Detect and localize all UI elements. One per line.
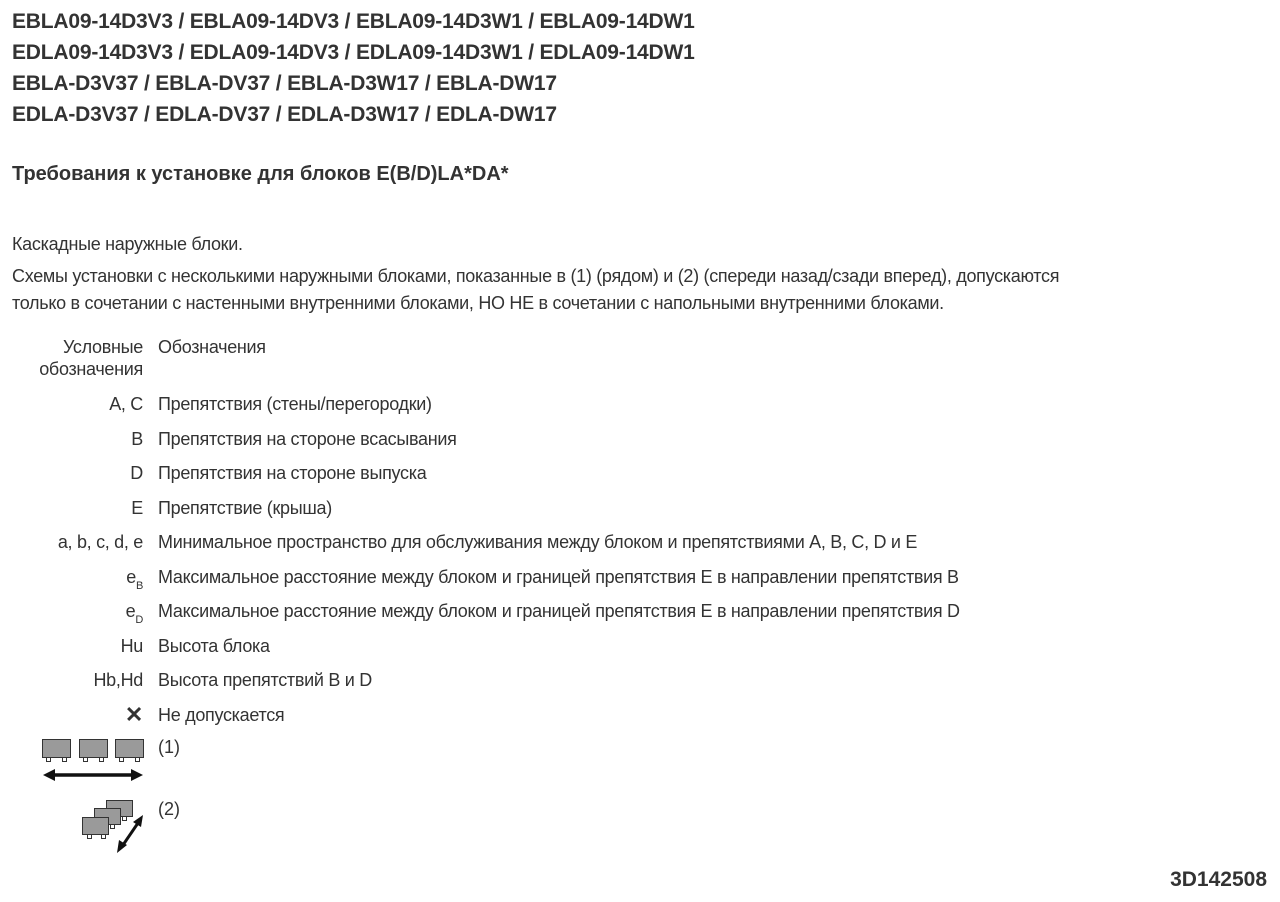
front-to-back-units-icon bbox=[0, 798, 158, 861]
legend-description: Высота блока bbox=[158, 635, 270, 656]
legend-row bbox=[0, 462, 960, 497]
legend-symbol-subscript: B bbox=[135, 579, 143, 592]
intro-text bbox=[12, 231, 1059, 317]
legend-symbol: E bbox=[131, 497, 143, 518]
diagram-label-2: (2) bbox=[158, 799, 180, 819]
legend-symbol: Hb,Hd bbox=[93, 670, 143, 690]
legend-symbol: D bbox=[130, 463, 143, 483]
legend-description: Максимальное расстояние между блоком и границей препятствия E в направлении препятствия B bbox=[158, 566, 959, 587]
legend-description: Минимальное пространство для обслуживания между блоком и препятствиями A, B, C, D и E bbox=[158, 532, 918, 552]
legend-symbol-base: e bbox=[125, 601, 136, 621]
legend-row bbox=[0, 497, 960, 532]
intro-line-3: только в сочетании с настенными внутренними блоками, НО НЕ в сочетании с напольными внутренними блоками. bbox=[12, 293, 944, 313]
legend-description: Максимальное расстояние между блоком и границей препятствия E в направлении препятствия D bbox=[158, 601, 960, 621]
legend-symbol bbox=[0, 600, 158, 631]
model-line-4: EDLA-D3V37 / EDLA-DV37 / EDLA-D3W17 / EDLA-DW17 bbox=[12, 103, 557, 126]
legend-symbol-subscript: D bbox=[135, 614, 143, 626]
legend-header-symbol-line1: Условные bbox=[63, 337, 143, 357]
model-line-3: EBLA-D3V37 / EBLA-DV37 / EBLA-D3W17 / EBLA-DW17 bbox=[12, 72, 557, 95]
not-allowed-x-icon: ✕ bbox=[124, 701, 143, 727]
legend-header-description: Обозначения bbox=[158, 337, 266, 357]
legend-symbol: a, b, c, d, e bbox=[57, 532, 143, 552]
legend-header-symbol-line2: обозначения bbox=[39, 359, 143, 379]
side-by-side-units-icon bbox=[0, 736, 158, 791]
legend-description: Препятствие (крыша) bbox=[158, 497, 332, 518]
legend-row bbox=[0, 669, 960, 704]
intro-line-2: Схемы установки с несколькими наружными блоками, показанные в (1) (рядом) и (2) (спереди назад/сзади вперед), допускаются bbox=[12, 266, 1060, 286]
legend-description: Не допускается bbox=[158, 704, 285, 725]
legend-symbol bbox=[0, 566, 158, 597]
legend-row bbox=[0, 600, 960, 635]
legend-symbol: B bbox=[131, 428, 143, 449]
legend-row bbox=[0, 701, 960, 739]
model-line-2: EDLA09-14D3V3 / EDLA09-14DV3 / EDLA09-14D3W1 / EDLA09-14DW1 bbox=[12, 41, 695, 64]
legend-description: Препятствия на стороне всасывания bbox=[158, 428, 457, 449]
model-line-1: EBLA09-14D3V3 / EBLA09-14DV3 / EBLA09-14D3W1 / EBLA09-14DW1 bbox=[12, 10, 695, 33]
legend-description: Препятствия на стороне выпуска bbox=[158, 463, 427, 483]
legend-diagram-row-1 bbox=[0, 736, 180, 791]
legend-symbol bbox=[0, 701, 158, 727]
section-title: Требования к установке для блоков E(B/D)LA*DA* bbox=[12, 163, 509, 185]
legend-row bbox=[0, 635, 960, 670]
legend-description: Высота препятствий B и D bbox=[158, 670, 372, 690]
model-list bbox=[12, 6, 695, 130]
legend-symbol-base: e bbox=[126, 566, 136, 587]
legend-header bbox=[0, 336, 960, 380]
legend-diagram-row-2 bbox=[0, 798, 180, 861]
document-code: 3D142508 bbox=[1170, 868, 1267, 891]
legend-row bbox=[0, 428, 960, 463]
legend-description: Препятствия (стены/перегородки) bbox=[158, 394, 432, 414]
legend-row bbox=[0, 531, 960, 566]
legend-table bbox=[0, 336, 960, 738]
legend-row bbox=[0, 566, 960, 601]
legend-header-symbol bbox=[0, 336, 158, 380]
legend-symbol: A, C bbox=[109, 394, 143, 414]
legend-symbol: Hu bbox=[120, 635, 143, 656]
diagram-label-1: (1) bbox=[158, 737, 180, 757]
legend-row bbox=[0, 393, 960, 428]
intro-line-1: Каскадные наружные блоки. bbox=[12, 234, 243, 254]
